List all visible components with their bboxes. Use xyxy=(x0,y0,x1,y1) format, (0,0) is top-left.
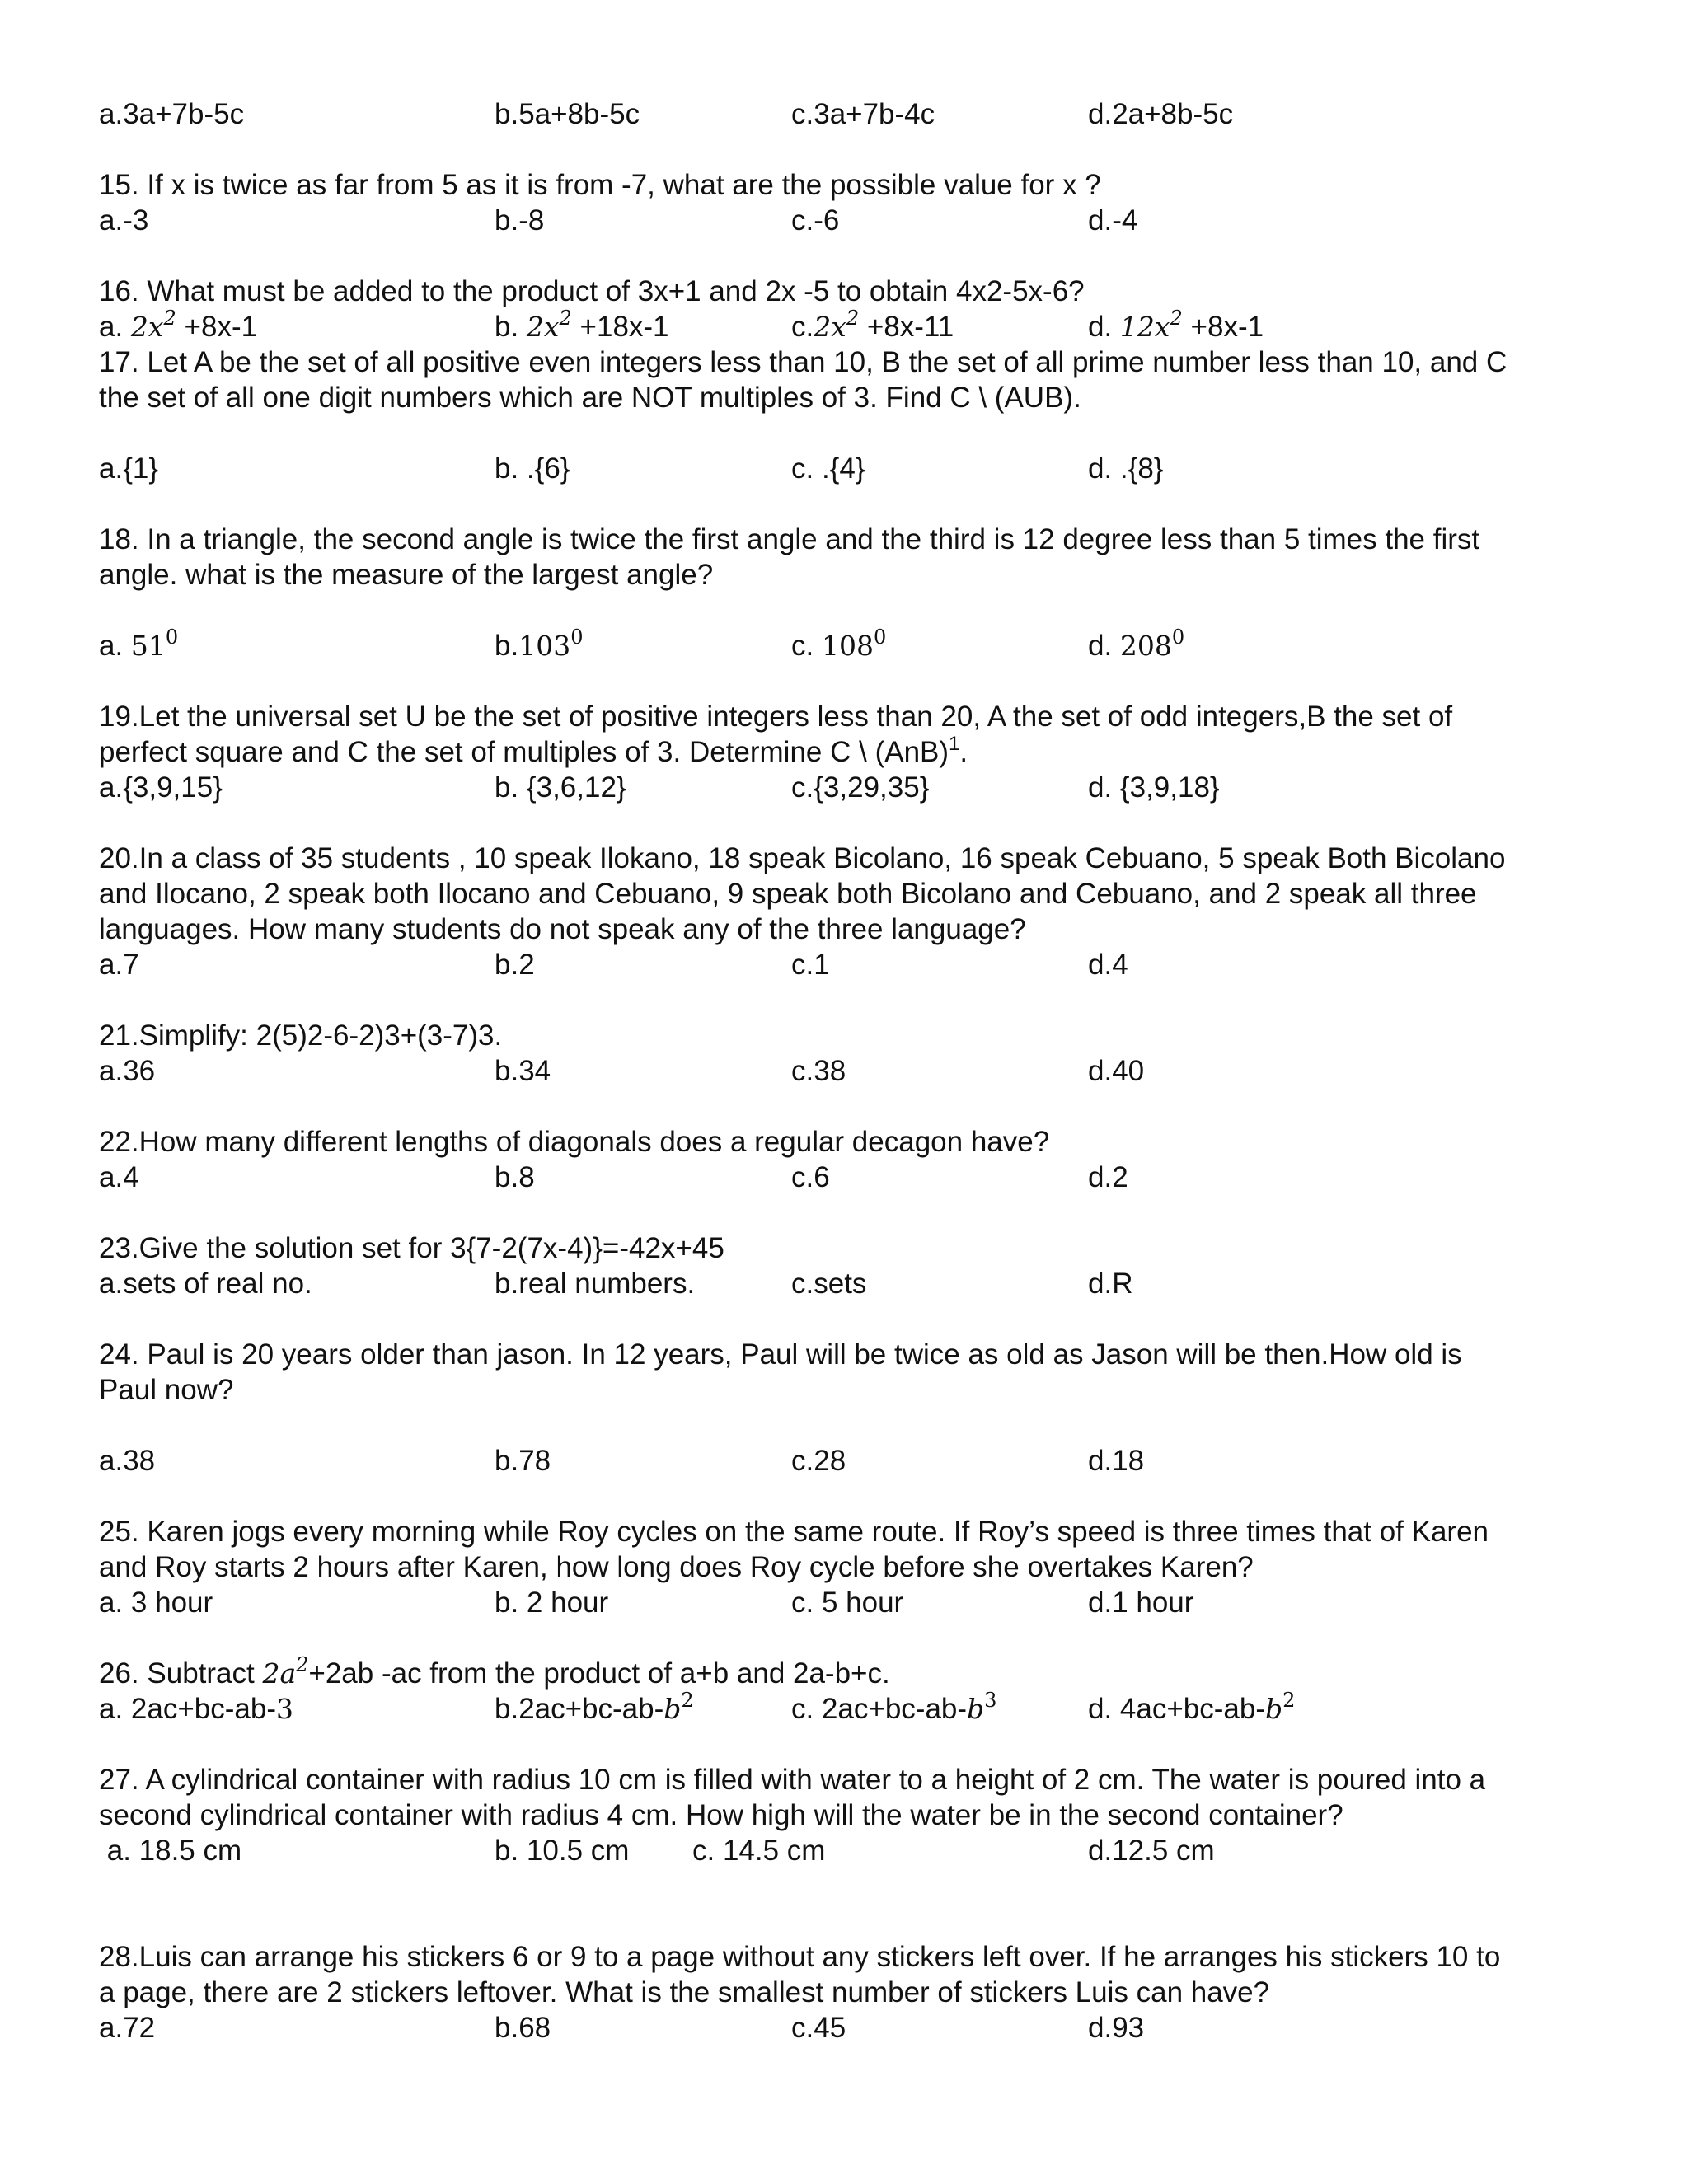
q28-option-c: c.45 xyxy=(791,2012,846,2044)
q20-question-line-2: and Ilocano, 2 speak both Ilocano and Cebuano, 9 speak both Bicolano and Cebuano, and 2 speak all three xyxy=(99,878,1477,910)
q17-option-b: b. .{6} xyxy=(495,452,570,485)
q18-question-line-1: 18. In a triangle, the second angle is twice the first angle and the third is 12 degree less than 5 times the first xyxy=(99,523,1480,555)
q27-question-line-2: second cylindrical container with radius 4 cm. How high will the water be in the second container? xyxy=(99,1799,1343,1831)
q23-option-b: b.real numbers. xyxy=(495,1268,696,1300)
q14-option-b: b.5a+8b-5c xyxy=(495,98,640,130)
q16-option-b-exp: 2 xyxy=(559,307,572,330)
q27-options xyxy=(99,1833,1607,1868)
q16-question: 16. What must be added to the product of 3x+1 and 2x -5 to obtain 4x2-5x-6? xyxy=(99,275,1085,307)
q21-option-a: a.36 xyxy=(99,1055,156,1087)
q19-option-d: d. {3,9,18} xyxy=(1088,771,1220,804)
q16-option-a xyxy=(99,309,495,344)
q16-option-a-exp: 2 xyxy=(163,307,176,330)
q17-option-c: c. .{4} xyxy=(791,452,865,485)
q18-option-b-label: b. xyxy=(495,630,519,662)
q17-option-d: d. .{8} xyxy=(1088,452,1164,485)
q26-options xyxy=(99,1691,1607,1727)
q26-option-a xyxy=(99,1691,495,1727)
q16-option-d-exp: 2 xyxy=(1170,307,1183,330)
q26-option-c-exp: 3 xyxy=(984,1689,997,1712)
q19-question-line-1: 19.Let the universal set U be the set of positive integers less than 20, A the set of odd integers,B the set of xyxy=(99,701,1453,733)
q16-option-c xyxy=(791,309,1088,344)
q21-option-b: b.34 xyxy=(495,1055,551,1087)
q21-question: 21.Simplify: 2(5)2-6-2)3+(3-7)3. xyxy=(99,1019,503,1052)
degree-mark: 0 xyxy=(165,626,179,649)
q24-question-line-1: 24. Paul is 20 years older than jason. In 12 years, Paul will be twice as old as Jason will be then.How old is xyxy=(99,1338,1462,1371)
q14-option-d: d.2a+8b-5c xyxy=(1088,98,1234,130)
q24-option-c: c.28 xyxy=(791,1445,846,1477)
q16-option-d-math: 12x xyxy=(1119,311,1170,343)
q26-option-d-math: b xyxy=(1265,1693,1283,1725)
q24-option-a: a.38 xyxy=(99,1445,156,1477)
q16-options xyxy=(99,309,1607,344)
q26-option-c xyxy=(791,1691,1088,1727)
q18-option-c-value: 108 xyxy=(821,630,874,662)
q16-option-a-rest: +8x-1 xyxy=(176,311,258,343)
q17-question-line-1: 17. Let A be the set of all positive even integers less than 10, B the set of all prime number less than 10, and C xyxy=(99,346,1507,378)
q27-option-d: d.12.5 cm xyxy=(1088,1835,1215,1867)
q25-question-line-2: and Roy starts 2 hours after Karen, how long does Roy cycle before she overtakes Karen? xyxy=(99,1551,1254,1583)
q22-option-b: b.8 xyxy=(495,1161,535,1193)
q21-options xyxy=(99,1053,1607,1089)
q22-option-d: d.2 xyxy=(1088,1161,1128,1193)
q17-question-line-2: the set of all one digit numbers which are NOT multiples of 3. Find C \ (AUB). xyxy=(99,382,1081,414)
q28-question-line-1: 28.Luis can arrange his stickers 6 or 9 to a page without any stickers left over. If he arranges his stickers 10 to xyxy=(99,1941,1501,1973)
q18-option-a xyxy=(99,628,495,663)
q26-option-b-text: b.2ac+bc-ab- xyxy=(495,1693,664,1725)
degree-mark: 0 xyxy=(570,626,584,649)
q24-option-b: b.78 xyxy=(495,1445,551,1477)
q19-question-line-2 xyxy=(99,734,1607,770)
q23-options xyxy=(99,1266,1607,1301)
q18-question-line-2: angle. what is the measure of the largest angle? xyxy=(99,559,714,591)
q18-option-d-value: 208 xyxy=(1119,630,1172,662)
q26-option-d-exp: 2 xyxy=(1282,1689,1296,1712)
q14-options xyxy=(99,96,1607,132)
q16-option-b-label: b. xyxy=(495,311,527,343)
q19-question-period: . xyxy=(959,736,968,768)
q28-options xyxy=(99,2010,1607,2046)
q18-option-a-value: 51 xyxy=(130,630,166,662)
q22-question: 22.How many different lengths of diagonals does a regular decagon have? xyxy=(99,1126,1050,1158)
q15-option-d: d.-4 xyxy=(1088,204,1138,237)
q14-option-a: a.3a+7b-5c xyxy=(99,98,245,130)
q18-option-d xyxy=(1088,628,1418,663)
q25-options xyxy=(99,1585,1607,1620)
q18-options xyxy=(99,628,1607,663)
q25-option-d: d.1 hour xyxy=(1088,1586,1194,1619)
q16-option-c-label: c. xyxy=(791,311,814,343)
q17-option-a: a.{1} xyxy=(99,452,159,485)
q15-option-a: a.-3 xyxy=(99,204,149,237)
q21-option-c: c.38 xyxy=(791,1055,846,1087)
q20-option-d: d.4 xyxy=(1088,949,1128,981)
q16-option-d-label: d. xyxy=(1088,311,1120,343)
q18-option-b xyxy=(495,628,791,663)
q24-question-line-2: Paul now? xyxy=(99,1374,234,1406)
q26-option-c-text: c. 2ac+bc-ab- xyxy=(791,1693,968,1725)
q19-question-line-2-text: perfect square and C the set of multiples of 3. Determine C \ (AnB) xyxy=(99,736,950,768)
q16-option-b-math: 2x xyxy=(526,311,560,343)
q20-option-a: a.7 xyxy=(99,949,139,981)
q26-question-start: 26. Subtract xyxy=(99,1657,263,1690)
q18-option-c-label: c. xyxy=(791,630,822,662)
degree-mark: 0 xyxy=(1171,626,1185,649)
worksheet-page xyxy=(99,96,1607,2046)
q15-option-b: b.-8 xyxy=(495,204,545,237)
q16-option-d-rest: +8x-1 xyxy=(1182,311,1264,343)
q22-options xyxy=(99,1160,1607,1195)
complement-mark: 1 xyxy=(949,733,960,755)
q23-option-a: a.sets of real no. xyxy=(99,1268,312,1300)
q16-option-c-exp: 2 xyxy=(846,307,860,330)
q16-option-c-rest: +8x-11 xyxy=(859,311,954,343)
q27-question-line-1: 27. A cylindrical container with radius 10 cm is filled with water to a height of 2 cm. The water is poured into a xyxy=(99,1764,1486,1796)
q24-options xyxy=(99,1443,1607,1479)
q15-options xyxy=(99,203,1607,238)
q27-option-c: c. 14.5 cm xyxy=(692,1835,826,1867)
q20-option-c: c.1 xyxy=(791,949,830,981)
q16-option-a-math: 2x xyxy=(130,311,164,343)
q26-option-a-text: a. 2ac+bc-ab- xyxy=(99,1693,276,1725)
q28-option-a: a.72 xyxy=(99,2012,156,2044)
q23-question: 23.Give the solution set for 3{7-2(7x-4)}=-42x+45 xyxy=(99,1232,724,1264)
q26-question-math: 2a xyxy=(262,1657,297,1690)
q25-option-a: a. 3 hour xyxy=(99,1586,213,1619)
q26-option-a-math: 3 xyxy=(276,1693,293,1725)
q17-options xyxy=(99,451,1607,486)
q22-option-a: a.4 xyxy=(99,1161,139,1193)
degree-mark: 0 xyxy=(873,626,887,649)
q16-option-d xyxy=(1088,309,1418,344)
q21-option-d: d.40 xyxy=(1088,1055,1145,1087)
q19-option-b: b. {3,6,12} xyxy=(495,771,626,804)
q25-option-c: c. 5 hour xyxy=(791,1586,904,1619)
q26-question-exp: 2 xyxy=(296,1653,309,1676)
q20-options xyxy=(99,947,1607,982)
q18-option-b-value: 103 xyxy=(518,630,571,662)
q28-option-d: d.93 xyxy=(1088,2012,1145,2044)
q26-option-c-math: b xyxy=(967,1693,985,1725)
q22-option-c: c.6 xyxy=(791,1161,830,1193)
q23-option-d: d.R xyxy=(1088,1268,1133,1300)
q19-options xyxy=(99,770,1607,805)
q25-question-line-1: 25. Karen jogs every morning while Roy cycles on the same route. If Roy’s speed is three times that of Karen xyxy=(99,1516,1489,1548)
q16-option-c-math: 2x xyxy=(814,311,846,343)
q26-option-b-math: b xyxy=(663,1693,682,1725)
q18-option-a-label: a. xyxy=(99,630,131,662)
q24-option-d: d.18 xyxy=(1088,1445,1145,1477)
q20-option-b: b.2 xyxy=(495,949,535,981)
q26-option-b-exp: 2 xyxy=(681,1689,694,1712)
q26-question-rest: +2ab -ac from the product of a+b and 2a-b+c. xyxy=(308,1657,890,1690)
q16-option-b xyxy=(495,309,791,344)
q14-option-c: c.3a+7b-4c xyxy=(791,98,935,130)
q26-option-d-text: d. 4ac+bc-ab- xyxy=(1088,1693,1265,1725)
q16-option-a-label: a. xyxy=(99,311,131,343)
q16-option-b-rest: +18x-1 xyxy=(571,311,669,343)
q28-question-line-2: a page, there are 2 stickers leftover. What is the smallest number of stickers Luis can have? xyxy=(99,1976,1270,2008)
q26-option-b xyxy=(495,1691,791,1727)
q26-question xyxy=(99,1653,1607,1691)
q18-option-d-label: d. xyxy=(1088,630,1120,662)
q23-option-c: c.sets xyxy=(791,1268,867,1300)
q19-option-a: a.{3,9,15} xyxy=(99,771,223,804)
q26-option-d xyxy=(1088,1691,1418,1727)
q28-option-b: b.68 xyxy=(495,2012,551,2044)
q20-question-line-1: 20.In a class of 35 students , 10 speak Ilokano, 18 speak Bicolano, 16 speak Cebuano, 5 speak Both Bicolano xyxy=(99,842,1506,874)
q27-option-b: b. 10.5 cm xyxy=(495,1835,630,1867)
q15-question: 15. If x is twice as far from 5 as it is from -7, what are the possible value for x ? xyxy=(99,169,1101,201)
q18-option-c xyxy=(791,628,1088,663)
q20-question-line-3: languages. How many students do not speak any of the three language? xyxy=(99,913,1026,945)
q19-option-c: c.{3,29,35} xyxy=(791,771,930,804)
q25-option-b: b. 2 hour xyxy=(495,1586,609,1619)
q27-option-a: a. 18.5 cm xyxy=(99,1835,242,1867)
q15-option-c: c.-6 xyxy=(791,204,840,237)
